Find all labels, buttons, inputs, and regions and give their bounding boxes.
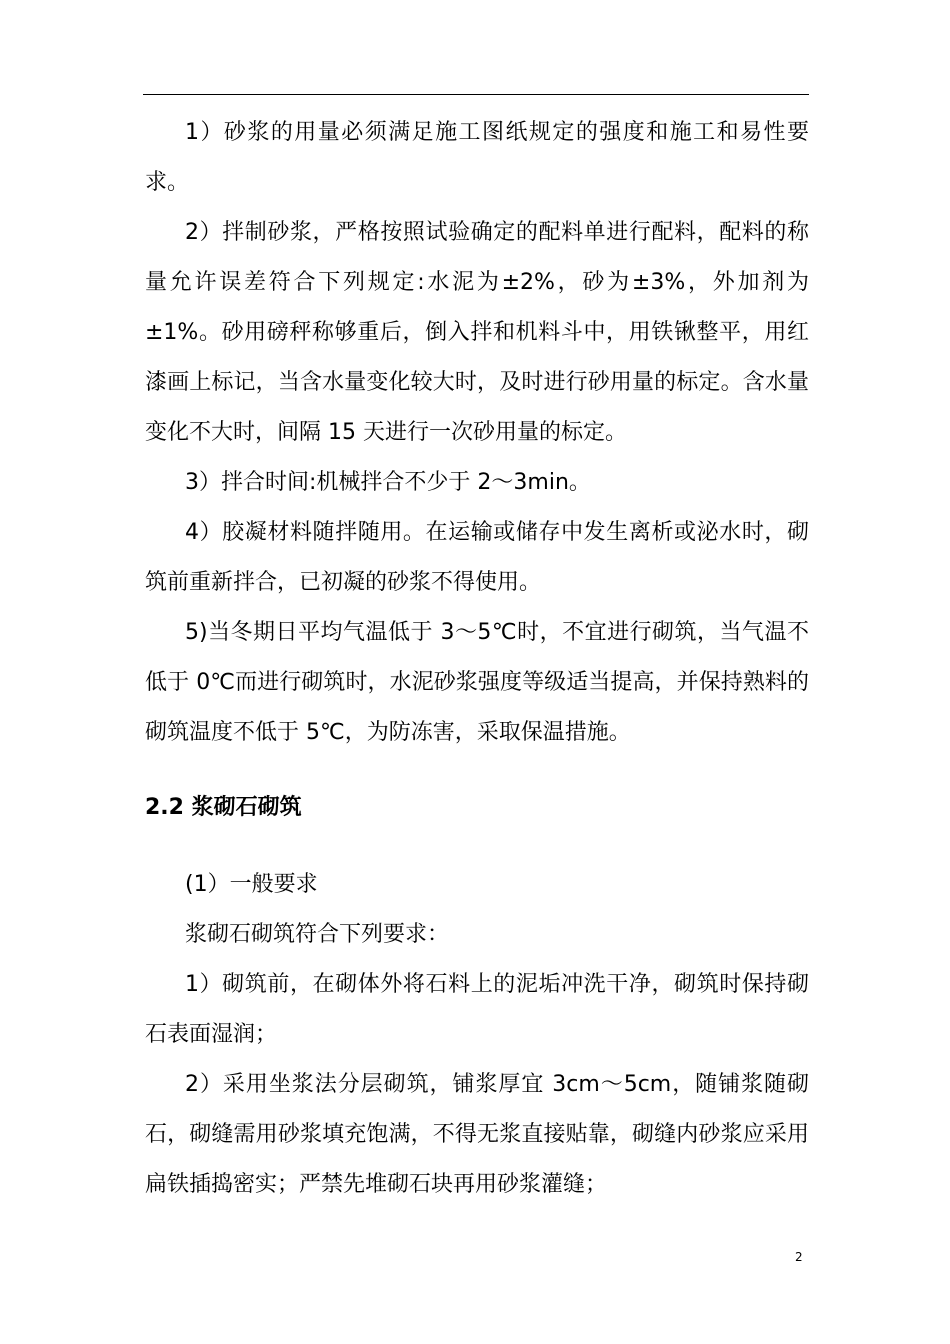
document-body xyxy=(145,108,809,1210)
paragraph-winter-construction: 5)当冬期日平均气温低于 3～5℃时，不宜进行砌筑，当气温不低于 0℃而进行砌筑时，水泥砂浆强度等级适当提高，并保持熟料的砌筑温度不低于 5℃，为防冻害，采取保温措施。 xyxy=(145,620,809,745)
paragraph-mixing-time: 3）拌合时间:机械拌合不少于 2～3min。 xyxy=(185,470,591,495)
paragraph-general-requirements: (1）一般要求 xyxy=(185,872,318,897)
paragraph-before-masonry: 1）砌筑前，在砌体外将石料上的泥垢冲洗干净，砌筑时保持砌石表面湿润； xyxy=(145,972,809,1047)
section-heading: 2.2 浆砌石砌筑 xyxy=(145,795,302,820)
paragraph-cementitious-materials: 4）胶凝材料随拌随用。在运输或储存中发生离析或泌水时，砌筑前重新拌合，已初凝的砂浆不得使用。 xyxy=(145,520,809,595)
paragraph-mortar-usage: 1）砂浆的用量必须满足施工图纸规定的强度和施工和易性要求。 xyxy=(145,120,809,195)
paragraph-mortar-bedding: 2）采用坐浆法分层砌筑，铺浆厚宜 3cm～5cm，随铺浆随砌石，砌缝需用砂浆填充饱满，不得无浆直接贴靠，砌缝内砂浆应采用扁铁插捣密实；严禁先堆砌石块再用砂浆灌缝； xyxy=(145,1072,809,1197)
header-rule xyxy=(143,94,809,95)
paragraph-mortar-mixing: 2）拌制砂浆，严格按照试验确定的配料单进行配料，配料的称量允许误差符合下列规定:水泥为±2%，砂为±3%，外加剂为±1%。砂用磅秤称够重后，倒入拌和机料斗中，用铁锹整平，用红漆画上标记，当含水量变化较大时，及时进行砂用量的标定。含水量变化不大时，间隔 15 天进行一次砂用量的标定。 xyxy=(145,220,809,445)
page-number: 2 xyxy=(795,1250,803,1264)
paragraph-masonry-intro: 浆砌石砌筑符合下列要求： xyxy=(185,922,450,947)
